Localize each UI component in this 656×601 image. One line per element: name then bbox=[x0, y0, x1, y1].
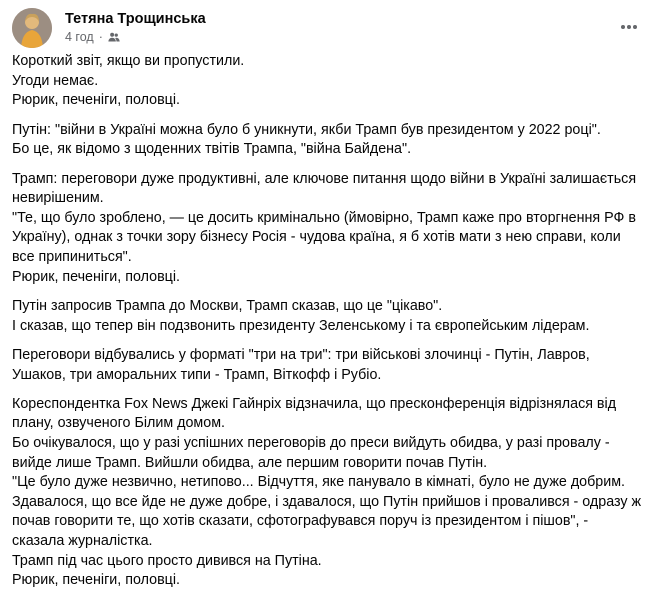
post-line: Переговори відбувались у форматі "три на три": три військові злочинці - Путін, Лавров, Ушаков, три аморальних типи - Трамп, Віткофф і Рубіо. bbox=[12, 346, 590, 383]
post-line: Трамп під час цього просто дивився на Путіна. bbox=[12, 552, 322, 569]
post-paragraph bbox=[12, 395, 644, 591]
post-line: Трамп: переговори дуже продуктивні, але ключове питання щодо війни в Україні залишається невирішеним. bbox=[12, 170, 637, 207]
post-line: Бо очікувалося, що у разі успішних переговорів до преси вийдуть обидва, у разі провалу - вийде лише Трамп. Вийшли обидва, але першим говорити почав Путін. bbox=[12, 435, 610, 471]
post-paragraph bbox=[12, 121, 644, 160]
post-line: "Це було дуже незвично, нетипово... Відчуття, яке панувало в кімнаті, було не дуже добрим. Здавалося, що все йде не дуже добре, і здавалося, що Путін прийшов і провалився - одразу ж почав говорити те, що хотів сказати, сфотографувався поруч із президентом і пішов", - сказала журналістка. bbox=[12, 474, 642, 550]
more-options-button[interactable] bbox=[614, 12, 644, 42]
post-line: Угоди немає. bbox=[12, 72, 99, 89]
post-header bbox=[12, 8, 644, 50]
post-line: "Те, що було зроблено, — це досить кримінально (ймовірно, Трамп каже про вторгнення РФ в Україну), однак з точки зору бізнесу Росія - чудова країна, я б хотів мати з нею справи, коли все припиниться". bbox=[12, 209, 636, 265]
post-paragraph bbox=[12, 52, 644, 111]
post-line: Кореспондентка Fox News Джекі Гайнріх відзначила, що пресконференція відрізнялася від плану, озвученого Білим домом. bbox=[12, 395, 617, 432]
post-paragraph bbox=[12, 346, 644, 385]
post-text bbox=[12, 52, 644, 601]
friends-icon[interactable] bbox=[108, 31, 120, 43]
post-line: Короткий звіт, якщо ви пропустили. bbox=[12, 53, 245, 69]
post-line: І сказав, що тепер він подзвонить президенту Зеленському і та європейським лідерам. bbox=[12, 317, 590, 334]
author-name[interactable]: Тетяна Трощинська bbox=[65, 11, 206, 27]
post-line: Путін запросив Трампа до Москви, Трамп сказав, що це "цікаво". bbox=[12, 297, 443, 314]
post-paragraph bbox=[12, 297, 644, 336]
post-time[interactable]: 4 год bbox=[65, 30, 94, 44]
avatar[interactable] bbox=[12, 8, 52, 48]
post-line: Бо це, як відомо з щоденних твітів Трампа, "війна Байдена". bbox=[12, 141, 412, 158]
more-options-icon bbox=[619, 17, 639, 37]
post-paragraph bbox=[12, 170, 644, 288]
post-line: Рюрик, печеніги, половці. bbox=[12, 572, 180, 589]
post-meta bbox=[65, 30, 120, 44]
post-line: Рюрик, печеніги, половці. bbox=[12, 92, 180, 109]
meta-separator: · bbox=[98, 30, 103, 44]
post-line: Путін: "війни в Україні можна було б уникнути, якби Трамп був президентом у 2022 році". bbox=[12, 121, 601, 138]
post-line: Рюрик, печеніги, половці. bbox=[12, 268, 180, 285]
avatar-image bbox=[12, 8, 52, 48]
